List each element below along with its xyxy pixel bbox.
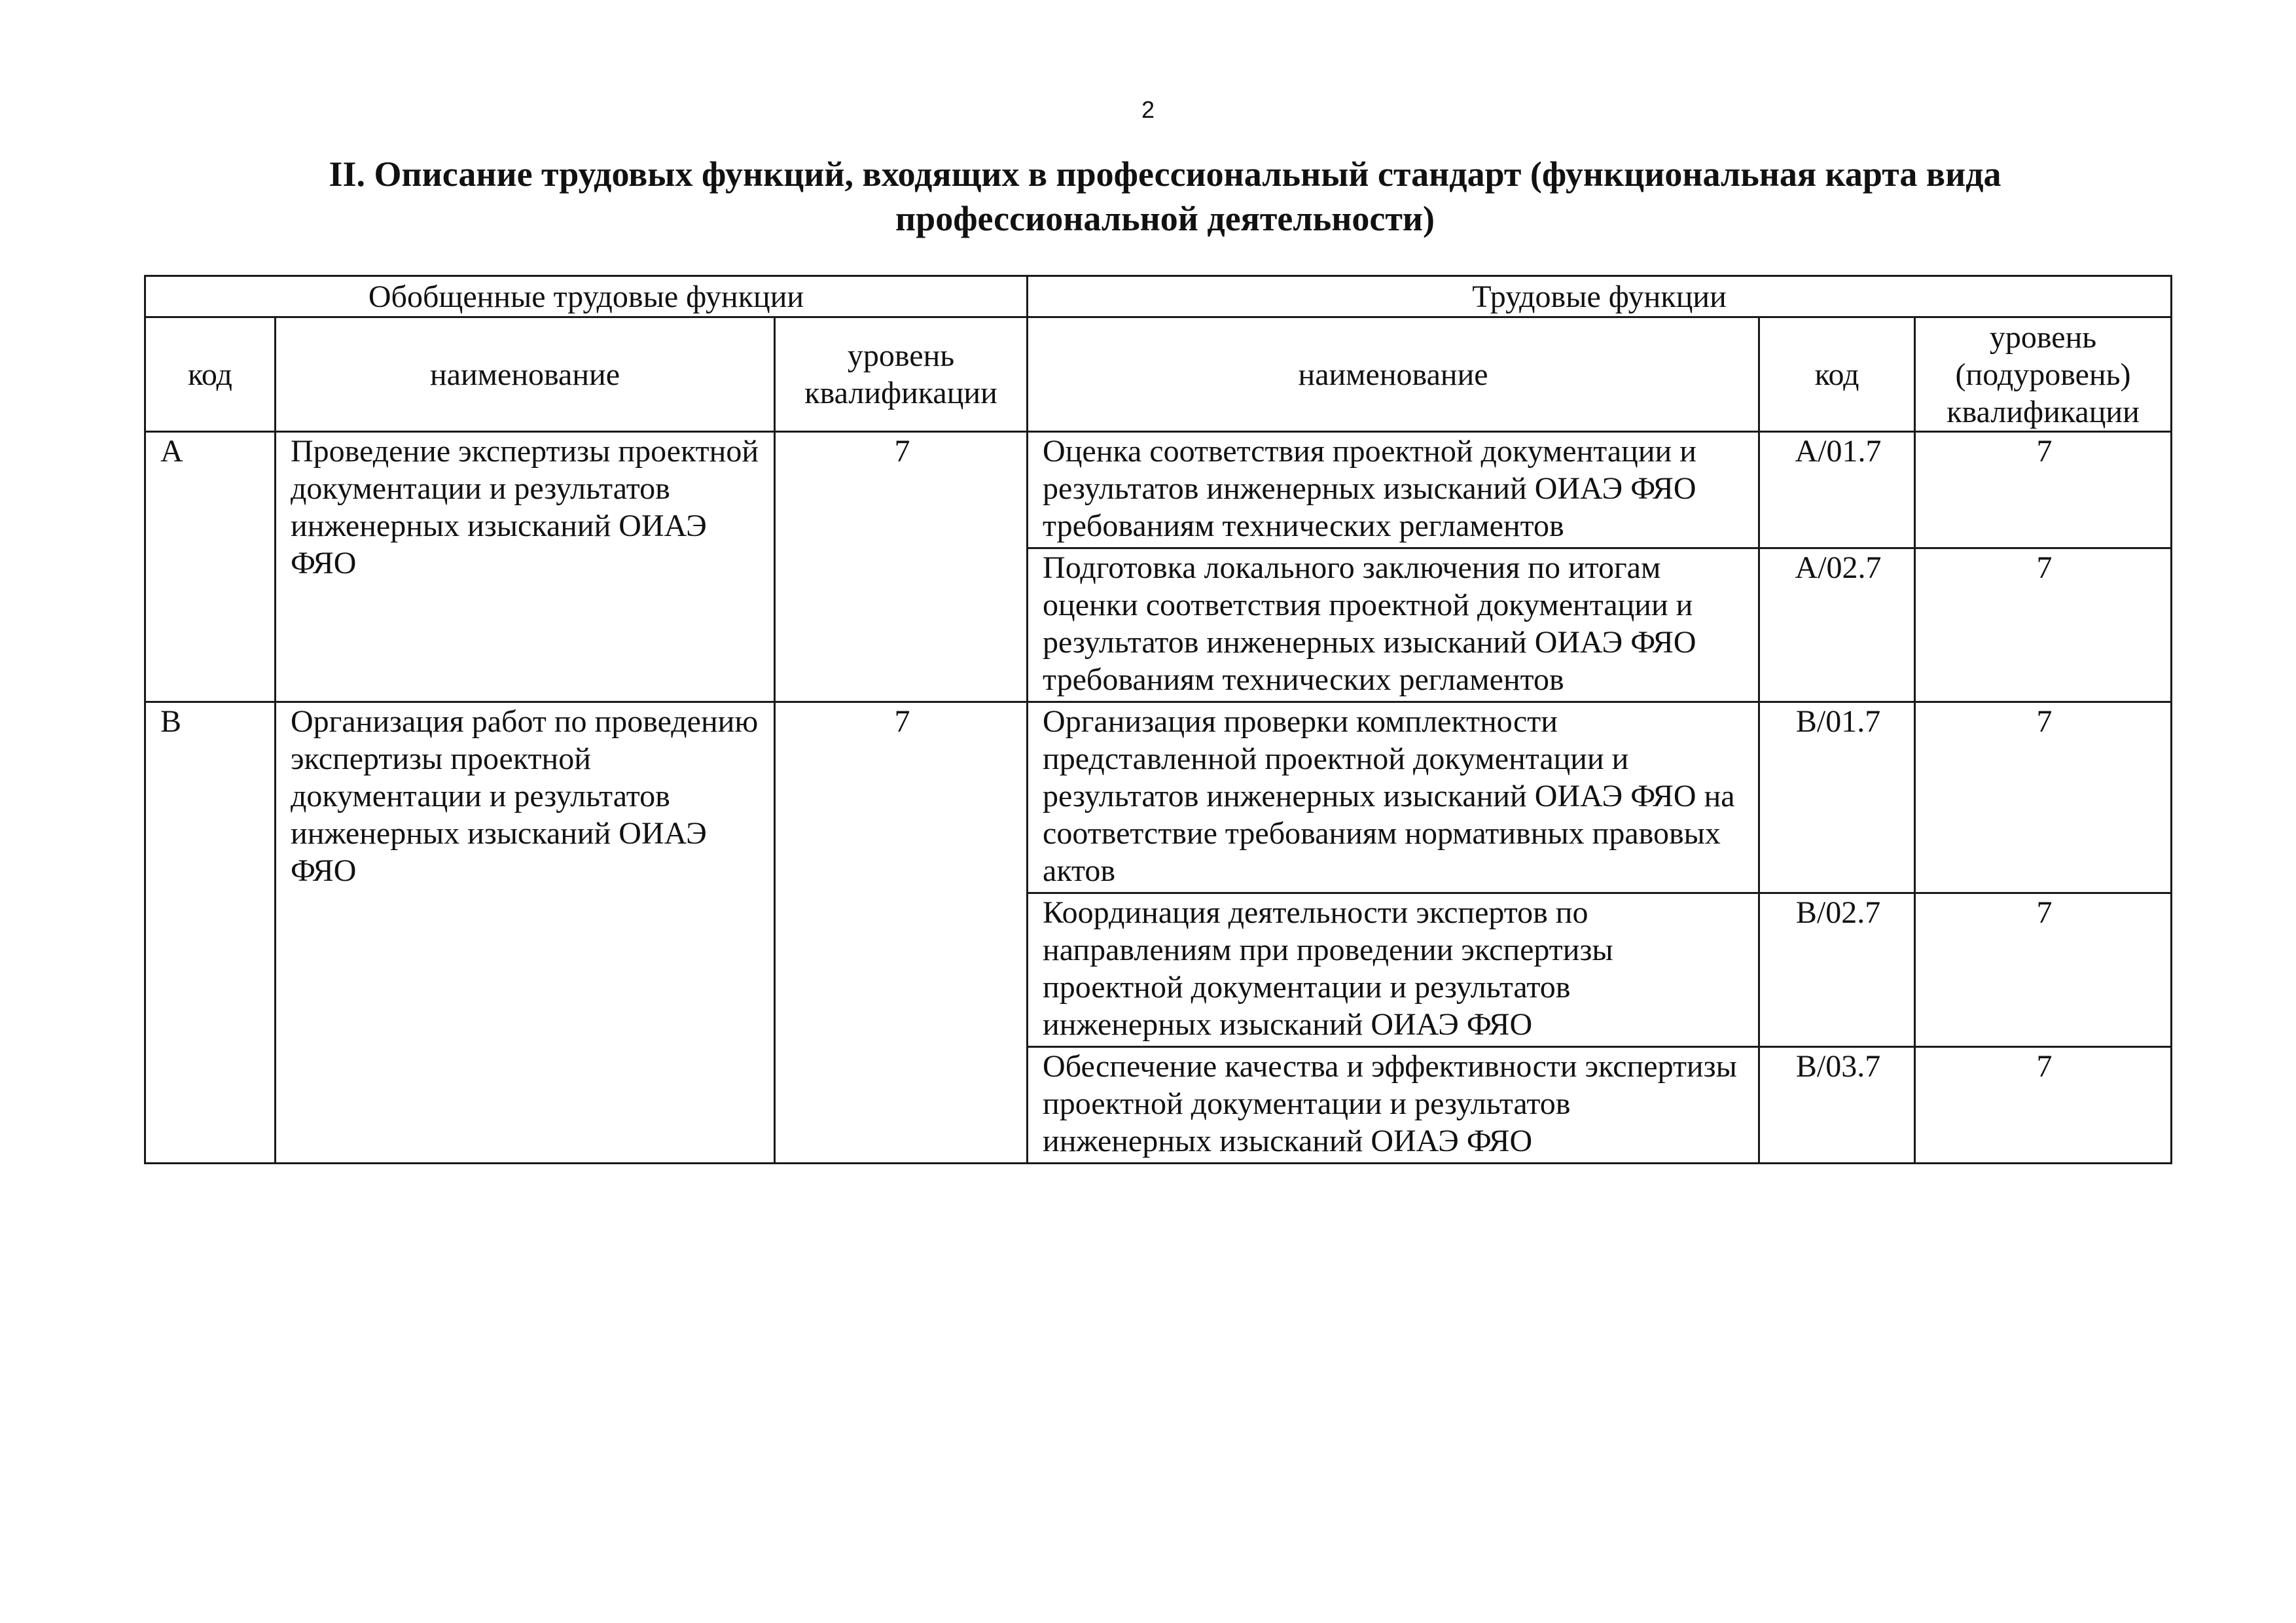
table-column-header-row [145, 317, 2172, 432]
function-code-cell: В/03.7 [1759, 1047, 1915, 1164]
function-code-cell: А/02.7 [1759, 548, 1915, 702]
function-level-cell: 7 [1915, 1047, 2172, 1164]
function-code-cell: В/01.7 [1759, 702, 1915, 893]
column-header-func-level: уровень (подуровень) квалификации [1915, 317, 2172, 432]
function-name-cell: Обеспечение качества и эффективности экспертизы проектной документации и результатов инженерных изысканий ОИАЭ ФЯО [1028, 1047, 1759, 1164]
column-header-gen-code: код [145, 317, 276, 432]
functional-map-table [144, 275, 2172, 1164]
gen-function-level-cell: 7 [775, 702, 1028, 1164]
group-header-generalized: Обобщенные трудовые функции [145, 276, 1028, 317]
column-header-func-name: наименование [1028, 317, 1759, 432]
column-header-gen-name: наименование [276, 317, 775, 432]
column-header-func-code: код [1759, 317, 1915, 432]
gen-function-name-cell: Организация работ по проведению экспертизы проектной документации и результатов инженерных изысканий ОИАЭ ФЯО [276, 702, 775, 1164]
function-name-cell: Оценка соответствия проектной документации и результатов инженерных изысканий ОИАЭ ФЯО требованиям технических регламентов [1028, 432, 1759, 548]
gen-function-name-cell: Проведение экспертизы проектной документации и результатов инженерных изысканий ОИАЭ ФЯО [276, 432, 775, 702]
function-name-cell: Организация проверки комплектности представленной проектной документации и результатов инженерных изысканий ОИАЭ ФЯО на соответствие требованиям нормативных правовых актов [1028, 702, 1759, 893]
table-group-header-row [145, 276, 2172, 317]
table-row [145, 702, 2172, 893]
column-header-gen-level: уровень квалификации [775, 317, 1028, 432]
gen-function-level-cell: 7 [775, 432, 1028, 702]
function-name-cell: Координация деятельности экспертов по направлениям при проведении экспертизы проектной документации и результатов инженерных изысканий ОИАЭ ФЯО [1028, 893, 1759, 1047]
function-level-cell: 7 [1915, 893, 2172, 1047]
function-code-cell: В/02.7 [1759, 893, 1915, 1047]
group-header-functions: Трудовые функции [1028, 276, 2172, 317]
table-row [145, 432, 2172, 548]
gen-function-code-cell: В [145, 702, 276, 1164]
gen-function-code-cell: А [145, 432, 276, 702]
function-name-cell: Подготовка локального заключения по итогам оценки соответствия проектной документации и результатов инженерных изысканий ОИАЭ ФЯО требованиям технических регламентов [1028, 548, 1759, 702]
function-level-cell: 7 [1915, 548, 2172, 702]
function-level-cell: 7 [1915, 432, 2172, 548]
function-code-cell: А/01.7 [1759, 432, 1915, 548]
functional-map-table-wrapper [144, 275, 2172, 1164]
page-number: 2 [1141, 96, 1155, 123]
function-level-cell: 7 [1915, 702, 2172, 893]
page-title: II. Описание трудовых функций, входящих в профессиональный стандарт (функциональная карта вида профессиональной деятельности) [329, 154, 2001, 238]
